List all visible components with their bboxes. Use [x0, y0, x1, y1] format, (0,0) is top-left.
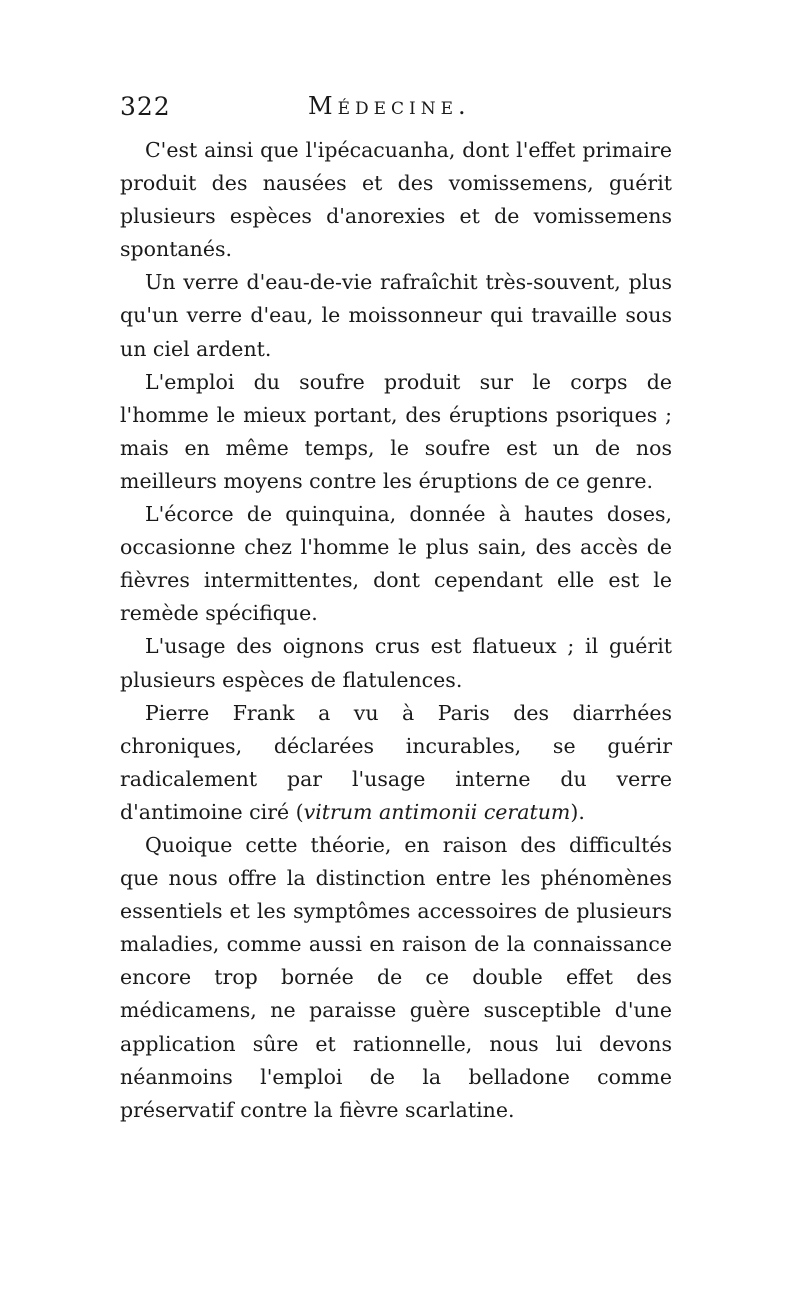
paragraph-ipecacuanha: C'est ainsi que l'ipécacuanha, dont l'effet primaire produit des nausées et des vomissemens, guérit plusieurs espèces d'anorexies et de vomissemens spontanés. [120, 138, 672, 262]
paragraph-pierre-frank-end: ). [570, 799, 585, 824]
page-number: 322 [120, 92, 171, 121]
paragraph-eau-de-vie: Un verre d'eau-de-vie rafraîchit très-souvent, plus qu'un verre d'eau, le moissonneur qui travaille sous un ciel ardent. [120, 270, 672, 361]
paragraph-soufre: L'emploi du soufre produit sur le corps de l'homme le mieux portant, des éruptions psoriques ; mais en même temps, le soufre est un de nos meilleurs moyens contre les éruptions de ce genre. [120, 369, 672, 493]
page-header [120, 92, 672, 132]
paragraph-pierre-frank [120, 697, 672, 829]
latin-term: vitrum antimonii ceratum [303, 799, 571, 824]
running-head: Médecine. [308, 92, 471, 120]
paragraph-quinquina: L'écorce de quinquina, donnée à hautes doses, occasionne chez l'homme le plus sain, des accès de fièvres intermittentes, dont cependant elle est le remède spécifique. [120, 502, 672, 626]
body-text [120, 134, 672, 1127]
paragraph-belladone: Quoique cette théorie, en raison des difficultés que nous offre la distinction entre les phénomènes essentiels et les symptômes accessoires de plusieurs maladies, comme aussi en raison de la connaissance encore trop bornée de ce double effet des médicamens, ne paraisse guère susceptible d'une application sûre et rationnelle, nous lui devons néanmoins l'emploi de la belladone comme préservatif contre la fièvre scarlatine. [120, 832, 672, 1122]
paragraph-pierre-frank-text: Pierre Frank a vu à Paris des diarrhées chroniques, déclarées incurables, se guérir radicalement par l'usage interne du verre d'antimoine ciré ( [120, 700, 672, 824]
paragraph-oignons: L'usage des oignons crus est flatueux ; il guérit plusieurs espèces de flatulences. [120, 634, 672, 692]
book-page [120, 92, 672, 1127]
